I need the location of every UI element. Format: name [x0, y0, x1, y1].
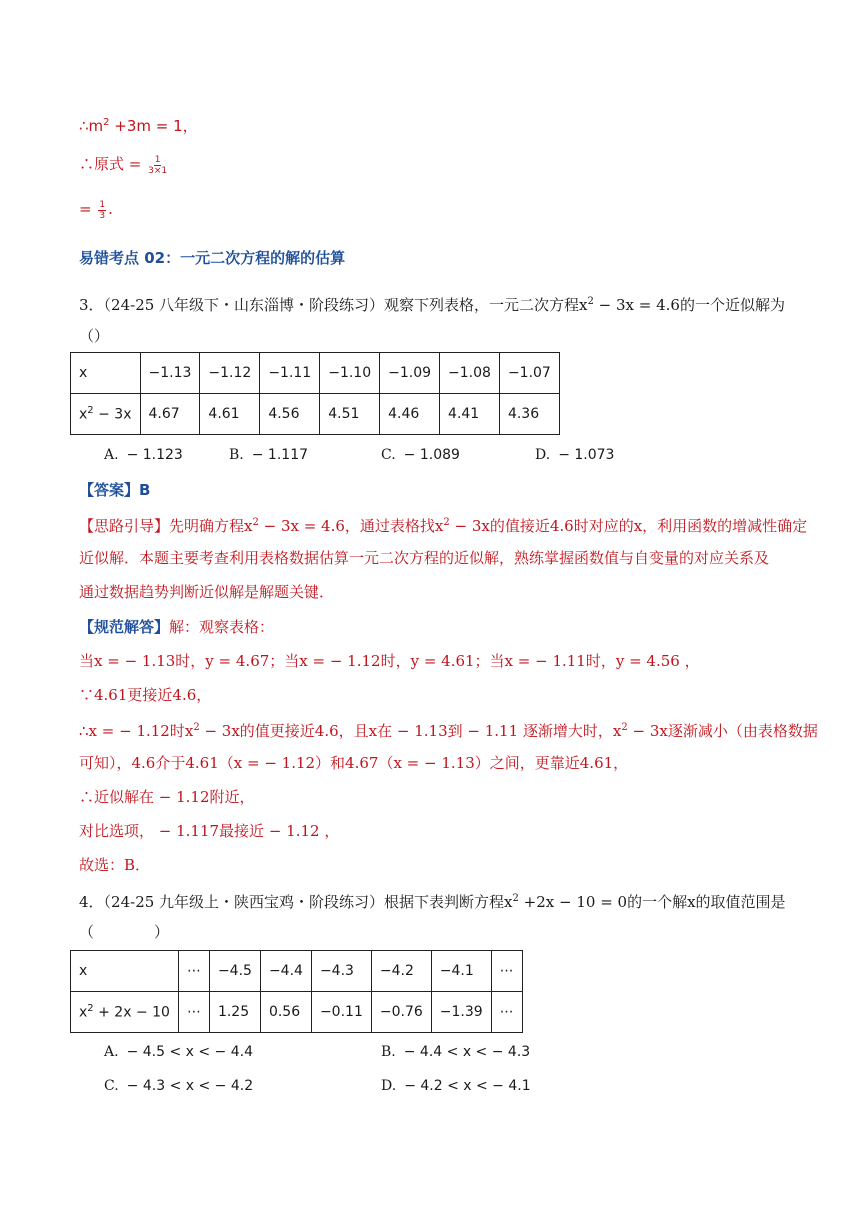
- table-cell: −4.2: [371, 951, 431, 992]
- table-cell: −4.1: [431, 951, 491, 992]
- table-cell: ⋯: [178, 992, 209, 1033]
- q4-blank: （ ）: [79, 923, 170, 941]
- table-cell: $x^2 + 2x - 10$: [71, 992, 179, 1033]
- table-cell: ⋯: [491, 951, 522, 992]
- q3-stem: 3．（24-25 八年级下・山东淄博・阶段练习）观察下列表格，一元二次方程$x^2 - 3x = 4.6$的一个近似解为: [79, 296, 785, 314]
- table-cell: ⋯: [178, 951, 209, 992]
- q3-option-b: B. − 1.117: [229, 447, 309, 463]
- table-cell: −1.07: [499, 353, 559, 394]
- q3-solution-line-1: 当x = − 1.13时，y = 4.67；当x = − 1.12时，y = 4.61；当x = − 1.11时，y = 4.56 ，: [79, 652, 700, 670]
- q3-hint-line-2: 近似解．本题主要考查利用表格数据估算一元二次方程的近似解，熟练掌握函数值与自变量的对应关系及: [79, 549, 770, 567]
- q4-table: [70, 950, 523, 1033]
- table-cell: −1.13: [140, 353, 200, 394]
- table-row: [71, 992, 523, 1033]
- q3-hint-line-1: 【思路引导】先明确方程$x^2 - 3x = 4.6$，通过表格找$x^2 - 3x$的值接近4.6时对应的x，利用函数的增减性确定: [79, 517, 808, 535]
- table-cell: −4.3: [311, 951, 371, 992]
- q4-option-b: B. − 4.4 < x < − 4.3: [381, 1044, 531, 1060]
- table-cell: −4.4: [260, 951, 311, 992]
- table-cell: −1.09: [380, 353, 440, 394]
- q3-option-d: D. − 1.073: [535, 447, 615, 463]
- table-cell: x: [71, 951, 179, 992]
- q3-blank: （）: [79, 327, 110, 345]
- table-cell: −1.08: [440, 353, 500, 394]
- table-cell: 4.36: [499, 394, 559, 435]
- table-cell: −1.12: [200, 353, 260, 394]
- q3-solution-line-4: 可知），4.6介于4.61（x = − 1.12）和4.67（x = − 1.13）之间，更靠近4.61，: [79, 754, 629, 772]
- q4-stem: 4．（24-25 九年级上・陕西宝鸡・阶段练习）根据下表判断方程$x^2 +2x - 10 = 0$的一个解x的取值范围是: [79, 893, 786, 911]
- table-cell: −0.11: [311, 992, 371, 1033]
- q3-option-c: C. − 1.089: [381, 447, 460, 463]
- q4-option-c: C. − 4.3 < x < − 4.2: [104, 1078, 254, 1094]
- q3-solution-heading: 【规范解答】解：观察表格：: [79, 618, 275, 636]
- q3-solution-line-2: ∵4.61更接近4.6，: [79, 686, 212, 704]
- table-cell: 4.61: [200, 394, 260, 435]
- table-cell: 4.56: [260, 394, 320, 435]
- fraction: $\frac{1}{3}$: [99, 199, 106, 221]
- table-cell: ⋯: [491, 992, 522, 1033]
- table-row: [71, 951, 523, 992]
- prev-solution-line-3: = $\frac{1}{3}$ .: [79, 199, 113, 221]
- table-row: [71, 394, 560, 435]
- table-cell: −0.76: [371, 992, 431, 1033]
- q3-solution-line-7: 故选：B．: [79, 856, 151, 874]
- q3-solution-line-3: ∴x = − 1.12时$x^2 - 3x$的值更接近4.6，且x在 − 1.13到 − 1.11 逐渐增大时，$x^2 - 3x$逐渐减小（由表格数据: [79, 722, 818, 740]
- table-cell: 4.41: [440, 394, 500, 435]
- table-cell: 4.51: [320, 394, 380, 435]
- table-cell: 1.25: [209, 992, 260, 1033]
- prev-solution-line-1: $\therefore m^2 +3m = 1$，: [79, 117, 198, 135]
- q3-solution-line-5: ∴近似解在 − 1.12附近，: [79, 788, 255, 806]
- q3-option-a: A. − 1.123: [104, 447, 183, 463]
- table-cell: 4.46: [380, 394, 440, 435]
- q3-answer: 【答案】B: [79, 481, 151, 499]
- q3-table: [70, 352, 560, 435]
- table-cell: −1.10: [320, 353, 380, 394]
- q3-hint-line-3: 通过数据趋势判断近似解是解题关键．: [79, 583, 335, 601]
- table-cell: 0.56: [260, 992, 311, 1033]
- table-cell: −1.39: [431, 992, 491, 1033]
- table-row: [71, 353, 560, 394]
- q3-solution-line-6: 对比选项， − 1.117最接近 − 1.12 ，: [79, 822, 340, 840]
- table-cell: x: [71, 353, 141, 394]
- prev-solution-line-2: ∴原式 = $\frac{1}{3\times 1}$: [79, 154, 168, 176]
- fraction: $\frac{1}{3\times 1}$: [148, 154, 168, 176]
- table-cell: −1.11: [260, 353, 320, 394]
- table-cell: −4.5: [209, 951, 260, 992]
- q4-option-d: D. − 4.2 < x < − 4.1: [381, 1078, 531, 1094]
- table-cell: $x^2 - 3x$: [71, 394, 141, 435]
- table-cell: 4.67: [140, 394, 200, 435]
- section-heading: 易错考点 02：一元二次方程的解的估算: [79, 249, 346, 267]
- q4-option-a: A. − 4.5 < x < − 4.4: [104, 1044, 253, 1060]
